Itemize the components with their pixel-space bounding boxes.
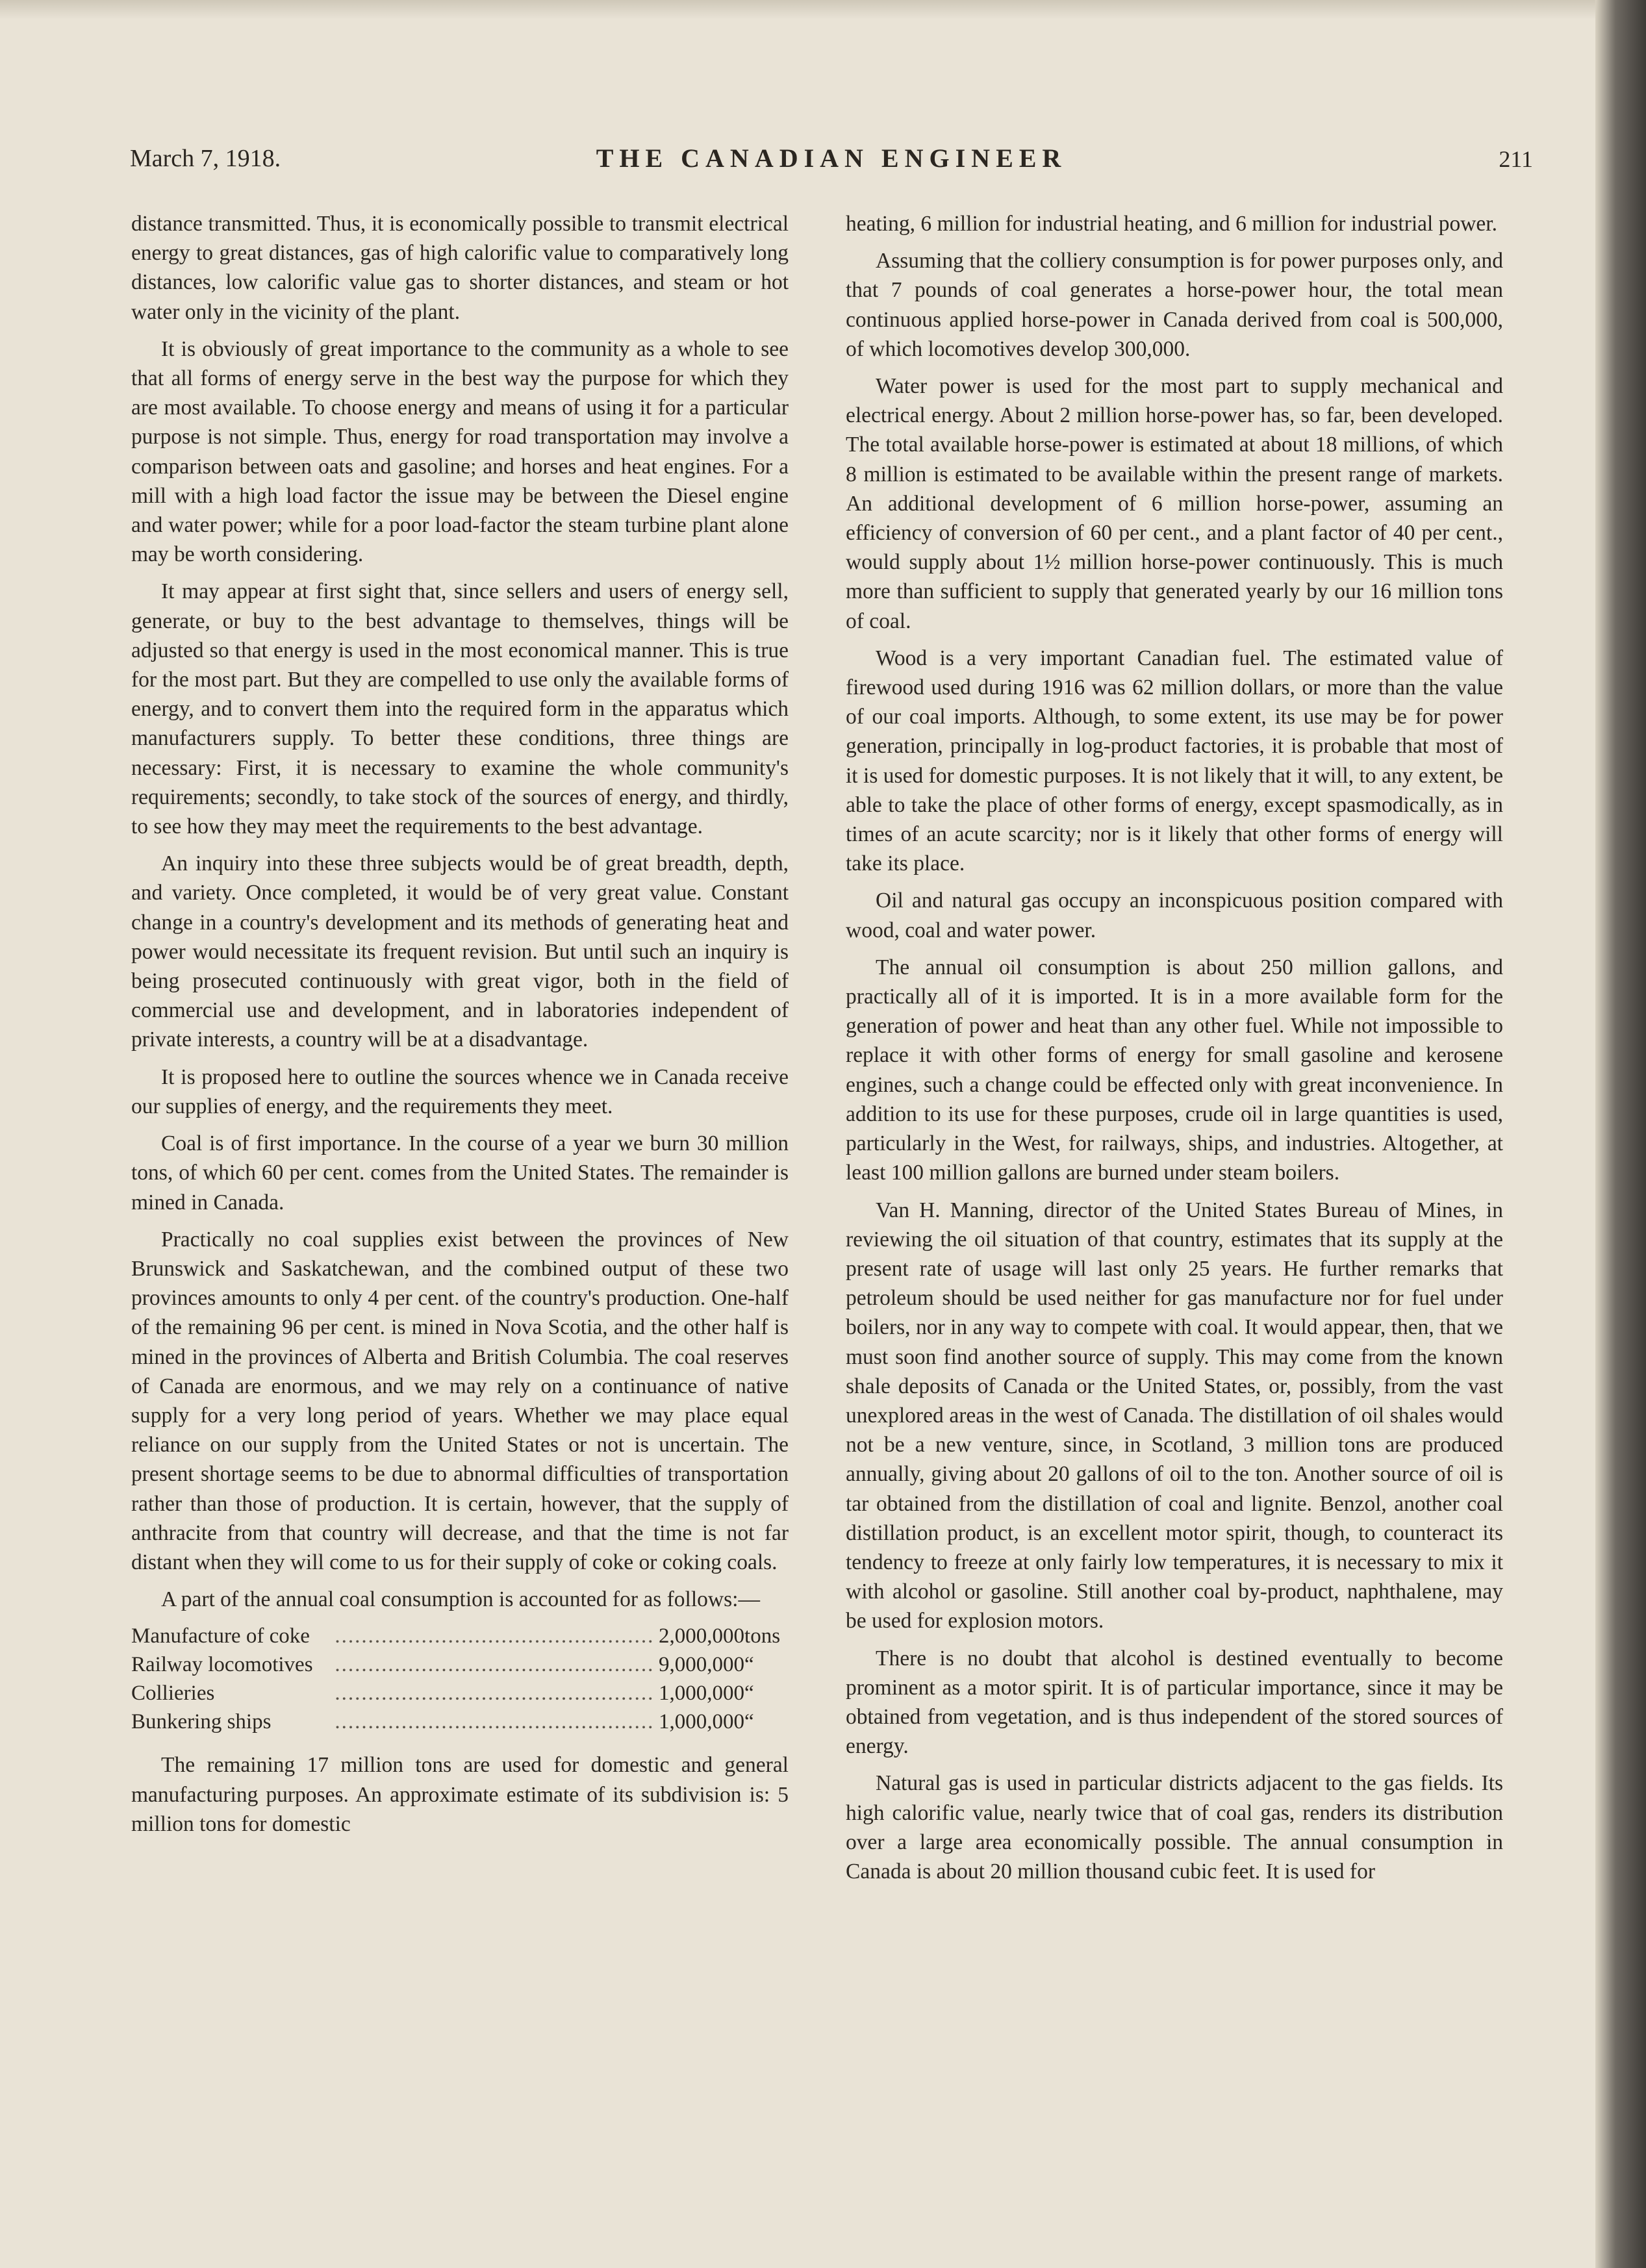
table-cell-amount: 2,000,000	[659, 1624, 745, 1648]
table-cell-amount: 9,000,000	[659, 1653, 745, 1677]
paragraph: Natural gas is used in particular districts adjacent to the gas fields. Its high calorific value, nearly twice that of coal gas, renders its distribution over a large area economically possible. The annual consumption in Canada is about 20 million thousand cubic feet. It is used for	[846, 1771, 1503, 1884]
paragraph: A part of the annual coal consumption is accounted for as follows:—	[161, 1587, 760, 1612]
paragraph: Wood is a very important Canadian fuel. The estimated value of firewood used during 1916 was 62 million dollars, or more than the value of our coal imports. Although, to some extent, its use may be for power generation, principally in log-product factories, it is probable that most of it is used for domestic purposes. It is not likely that it will, to any extent, be able to take the place of other forms of energy, except spasmodically, as in times of an acute scarcity; nor is it likely that other forms of energy will take its place.	[846, 646, 1503, 876]
table-cell-item: Collieries	[131, 1682, 215, 1706]
paragraph: Assuming that the colliery consumption is for power purposes only, and that 7 pounds of coal generates a horse-power hour, the total mean continuous applied horse-power in Canada derived from coal is 500,000, of which locomotives develop 300,000.	[846, 249, 1503, 361]
table-cell-unit: “	[744, 1682, 754, 1706]
table-cell-item: Manufacture of coke	[131, 1624, 310, 1648]
page-number: 211	[1499, 146, 1533, 172]
dot-leader: ................................................	[335, 1682, 655, 1706]
table-cell-amount: 1,000,000	[659, 1682, 745, 1706]
paragraph: The remaining 17 million tons are used for domestic and general manufacturing purposes. An approximate estimate of its subdivision is: 5 million tons for domestic	[131, 1753, 789, 1836]
table-cell-unit: “	[744, 1653, 754, 1677]
table-row	[131, 1622, 789, 1650]
paragraph: An inquiry into these three subjects would be of great breadth, depth, and variety. Once completed, it would be of very great value. Constant change in a country's development and its methods of generating heat and power would necessitate its frequent revision. But until such an inquiry is being prosecuted continuously with great vigor, both in the field of commercial use and development, and in laboratories independent of private interests, a country will be at a disadvantage.	[131, 851, 789, 1052]
left-column	[131, 209, 789, 1846]
paragraph: Water power is used for the most part to supply mechanical and electrical energy. About 2 million horse-power has, so far, been developed. The total available horse-power is estimated at about 18 millions, of which 8 million is estimated to be available within the present range of markets. An additional development of 6 million horse-power, assuming an efficiency of conversion of 60 per cent., and a plant factor of 40 per cent., would supply about 1½ million horse-power continuously. This is much more than sufficient to supply that generated yearly by our 16 million tons of coal.	[846, 374, 1503, 633]
paragraph: Coal is of first importance. In the course of a year we burn 30 million tons, of which 60 per cent. comes from the United States. The remainder is mined in Canada.	[131, 1131, 789, 1215]
table-cell-unit: tons	[744, 1624, 781, 1648]
table-cell-unit: “	[744, 1710, 754, 1734]
dot-leader: ................................................	[335, 1710, 655, 1734]
table-cell-amount: 1,000,000	[659, 1710, 745, 1734]
dot-leader: ................................................	[335, 1624, 655, 1648]
dot-leader: ................................................	[335, 1653, 655, 1677]
paragraph: Van H. Manning, director of the United States Bureau of Mines, in reviewing the oil situation of that country, estimates that its supply at the present rate of usage will last only 25 years. He further remarks that petroleum should be used neither for gas manufacture nor for fuel under boilers, nor in any way to compete with coal. It would appear, then, that we must soon find another source of supply. This may come from the known shale deposits of Canada or the United States, or, possibly, from the vast unexplored areas in the west of Canada. The distillation of oil shales would not be a new venture, since, in Scotland, 3 million tons are produced annually, giving about 20 gallons of oil to the ton. Another source of oil is tar obtained from the distillation of coal and lignite. Benzol, another coal distillation product, is an excellent motor spirit, though, to counteract its tendency to freeze at only fairly low temperatures, it is necessary to mix it with alcohol or gasoline. Still another coal by-product, naphthalene, may be used for explosion motors.	[846, 1198, 1503, 1633]
table-row	[131, 1707, 789, 1736]
paragraph: There is no doubt that alcohol is destined eventually to become prominent as a motor spirit. It is of particular importance, since it may be obtained from vegetation, and is thus independent of the stored sources of energy.	[846, 1646, 1503, 1759]
paragraph: It may appear at first sight that, since sellers and users of energy sell, generate, or buy to the best advantage to themselves, things will be adjusted so that energy is used in the most economical manner. This is true for the most part. But they are compelled to use only the available forms of energy, and to convert them into the required form in the apparatus which manufacturers supply. To better these conditions, three things are necessary: First, it is necessary to examine the whole community's requirements; secondly, to take stock of the sources of energy, and thirdly, to see how they may meet the requirements to the best advantage.	[131, 579, 789, 839]
paragraph: It is obviously of great importance to the community as a whole to see that all forms of energy serve in the best way the purpose for which they are most available. To choose energy and means of using it for a particular purpose is not simple. Thus, energy for road transportation may involve a comparison between oats and gasoline; and horses and heat engines. For a mill with a high load factor the issue may be between the Diesel engine and water power; while for a poor load-factor the steam turbine plant alone may be worth considering.	[131, 336, 789, 567]
running-header	[130, 144, 1533, 183]
paragraph: distance transmitted. Thus, it is economically possible to transmit electrical energy to great distances, gas of high calorific value to comparatively long distances, low calorific value gas to shorter distances, and steam or hot water only in the vicinity of the plant.	[131, 212, 789, 324]
coal-consumption-table	[131, 1622, 789, 1736]
issue-date: March 7, 1918.	[130, 145, 281, 172]
table-row	[131, 1679, 789, 1707]
paragraph: Practically no coal supplies exist between the provinces of New Brunswick and Saskatchewan, and the combined output of these two provinces amounts to only 4 per cent. of the country's production. One-half of the remaining 96 per cent. is mined in Nova Scotia, and the other half is mined in the provinces of Alberta and British Columbia. The coal reserves of Canada are enormous, and we may rely on a continuance of native supply for a very long period of years. Whether we may place equal reliance on our supply from the United States or not is uncertain. The present shortage seems to be due to abnormal difficulties of transportation rather than those of production. It is certain, however, that the supply of anthracite from that country will decrease, and that the time is not far distant when they will come to us for their supply of coke or coking coals.	[131, 1227, 789, 1574]
paragraph: Oil and natural gas occupy an inconspicuous position compared with wood, coal and water power.	[846, 888, 1503, 942]
table-cell-item: Bunkering ships	[131, 1710, 272, 1734]
paragraph: heating, 6 million for industrial heating, and 6 million for industrial power.	[846, 212, 1497, 236]
right-column	[846, 209, 1503, 1894]
page-top-shadow	[0, 0, 1646, 19]
paragraph: The annual oil consumption is about 250 million gallons, and practically all of it is imported. It is in a more available form for the generation of power and heat than any other fuel. While not impossible to replace it with other forms of energy for small gasoline and kerosene engines, such a change could be effected only with great inconvenience. In addition to its use for these purposes, crude oil in large quantities is used, particularly in the West, for railways, ships, and industries. Altogether, at least 100 million gallons are burned under steam boilers.	[846, 955, 1503, 1185]
paragraph: It is proposed here to outline the sources whence we in Canada receive our supplies of energy, and the requirements they meet.	[131, 1065, 789, 1118]
page-binding-edge	[1595, 0, 1646, 2268]
journal-title: THE CANADIAN ENGINEER	[596, 144, 1067, 173]
table-cell-item: Railway locomotives	[131, 1653, 313, 1677]
table-row	[131, 1650, 789, 1679]
